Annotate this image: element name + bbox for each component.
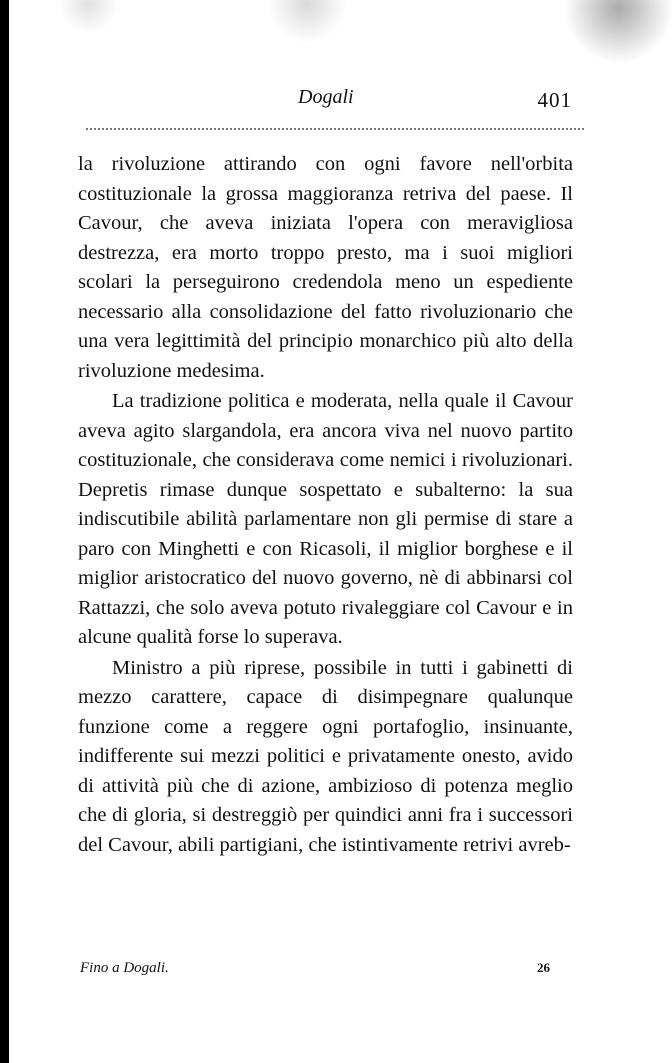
page-footer: [80, 960, 550, 990]
page-gutter-shadow: [0, 0, 9, 1063]
body-text: [78, 150, 573, 860]
page-number: 401: [537, 88, 572, 112]
paper-speckle: [9, 0, 672, 70]
sheet-number: 26: [537, 960, 550, 975]
page-header: [78, 80, 578, 120]
signature-mark: Fino a Dogali.: [80, 960, 169, 976]
running-title: Dogali: [298, 86, 354, 108]
header-rule: [86, 128, 584, 130]
paragraph-1: la rivoluzione attirando con ogni favore nell'orbita costituzionale la grossa maggioranza retriva del paese. Il Cavour, che aveva iniziata l'opera con meravigliosa destrezza, era morto troppo presto, ma i suoi migliori scolari la perseguirono credendola meno un espediente necessario alla consolidazione del fatto rivoluzionario che una vera legittimità del principio monarchico più alto della rivoluzione medesima.: [78, 153, 573, 382]
paragraph-3: Ministro a più riprese, possibile in tutti i gabinetti di mezzo carattere, capace di disimpegnare qualunque funzione come a reggere ogni portafoglio, insinuante, indifferente sui mezzi politici e privatamente onesto, avido di attività più che di azione, ambizioso di potenza meglio che di gloria, si destreggiò per quindici anni fra i successori del Cavour, abili partigiani, che istintivamente retrivi avreb-: [78, 656, 573, 856]
paragraph-2: La tradizione politica e moderata, nella quale il Cavour aveva agito slargandola, era ancora viva nel nuovo partito costituzionale, che considerava come nemici i rivoluzionari. Depretis rimase dunque sospettato e subalterno: la sua indiscutibile abilità parlamentare non gli permise di stare a paro con Minghetti e con Ricasoli, il miglior borghese e il miglior aristocratico del nuovo governo, nè di abbinarsi col Rattazzi, che solo aveva potuto rivaleggiare col Cavour e in alcune qualità forse lo superava.: [78, 390, 573, 648]
